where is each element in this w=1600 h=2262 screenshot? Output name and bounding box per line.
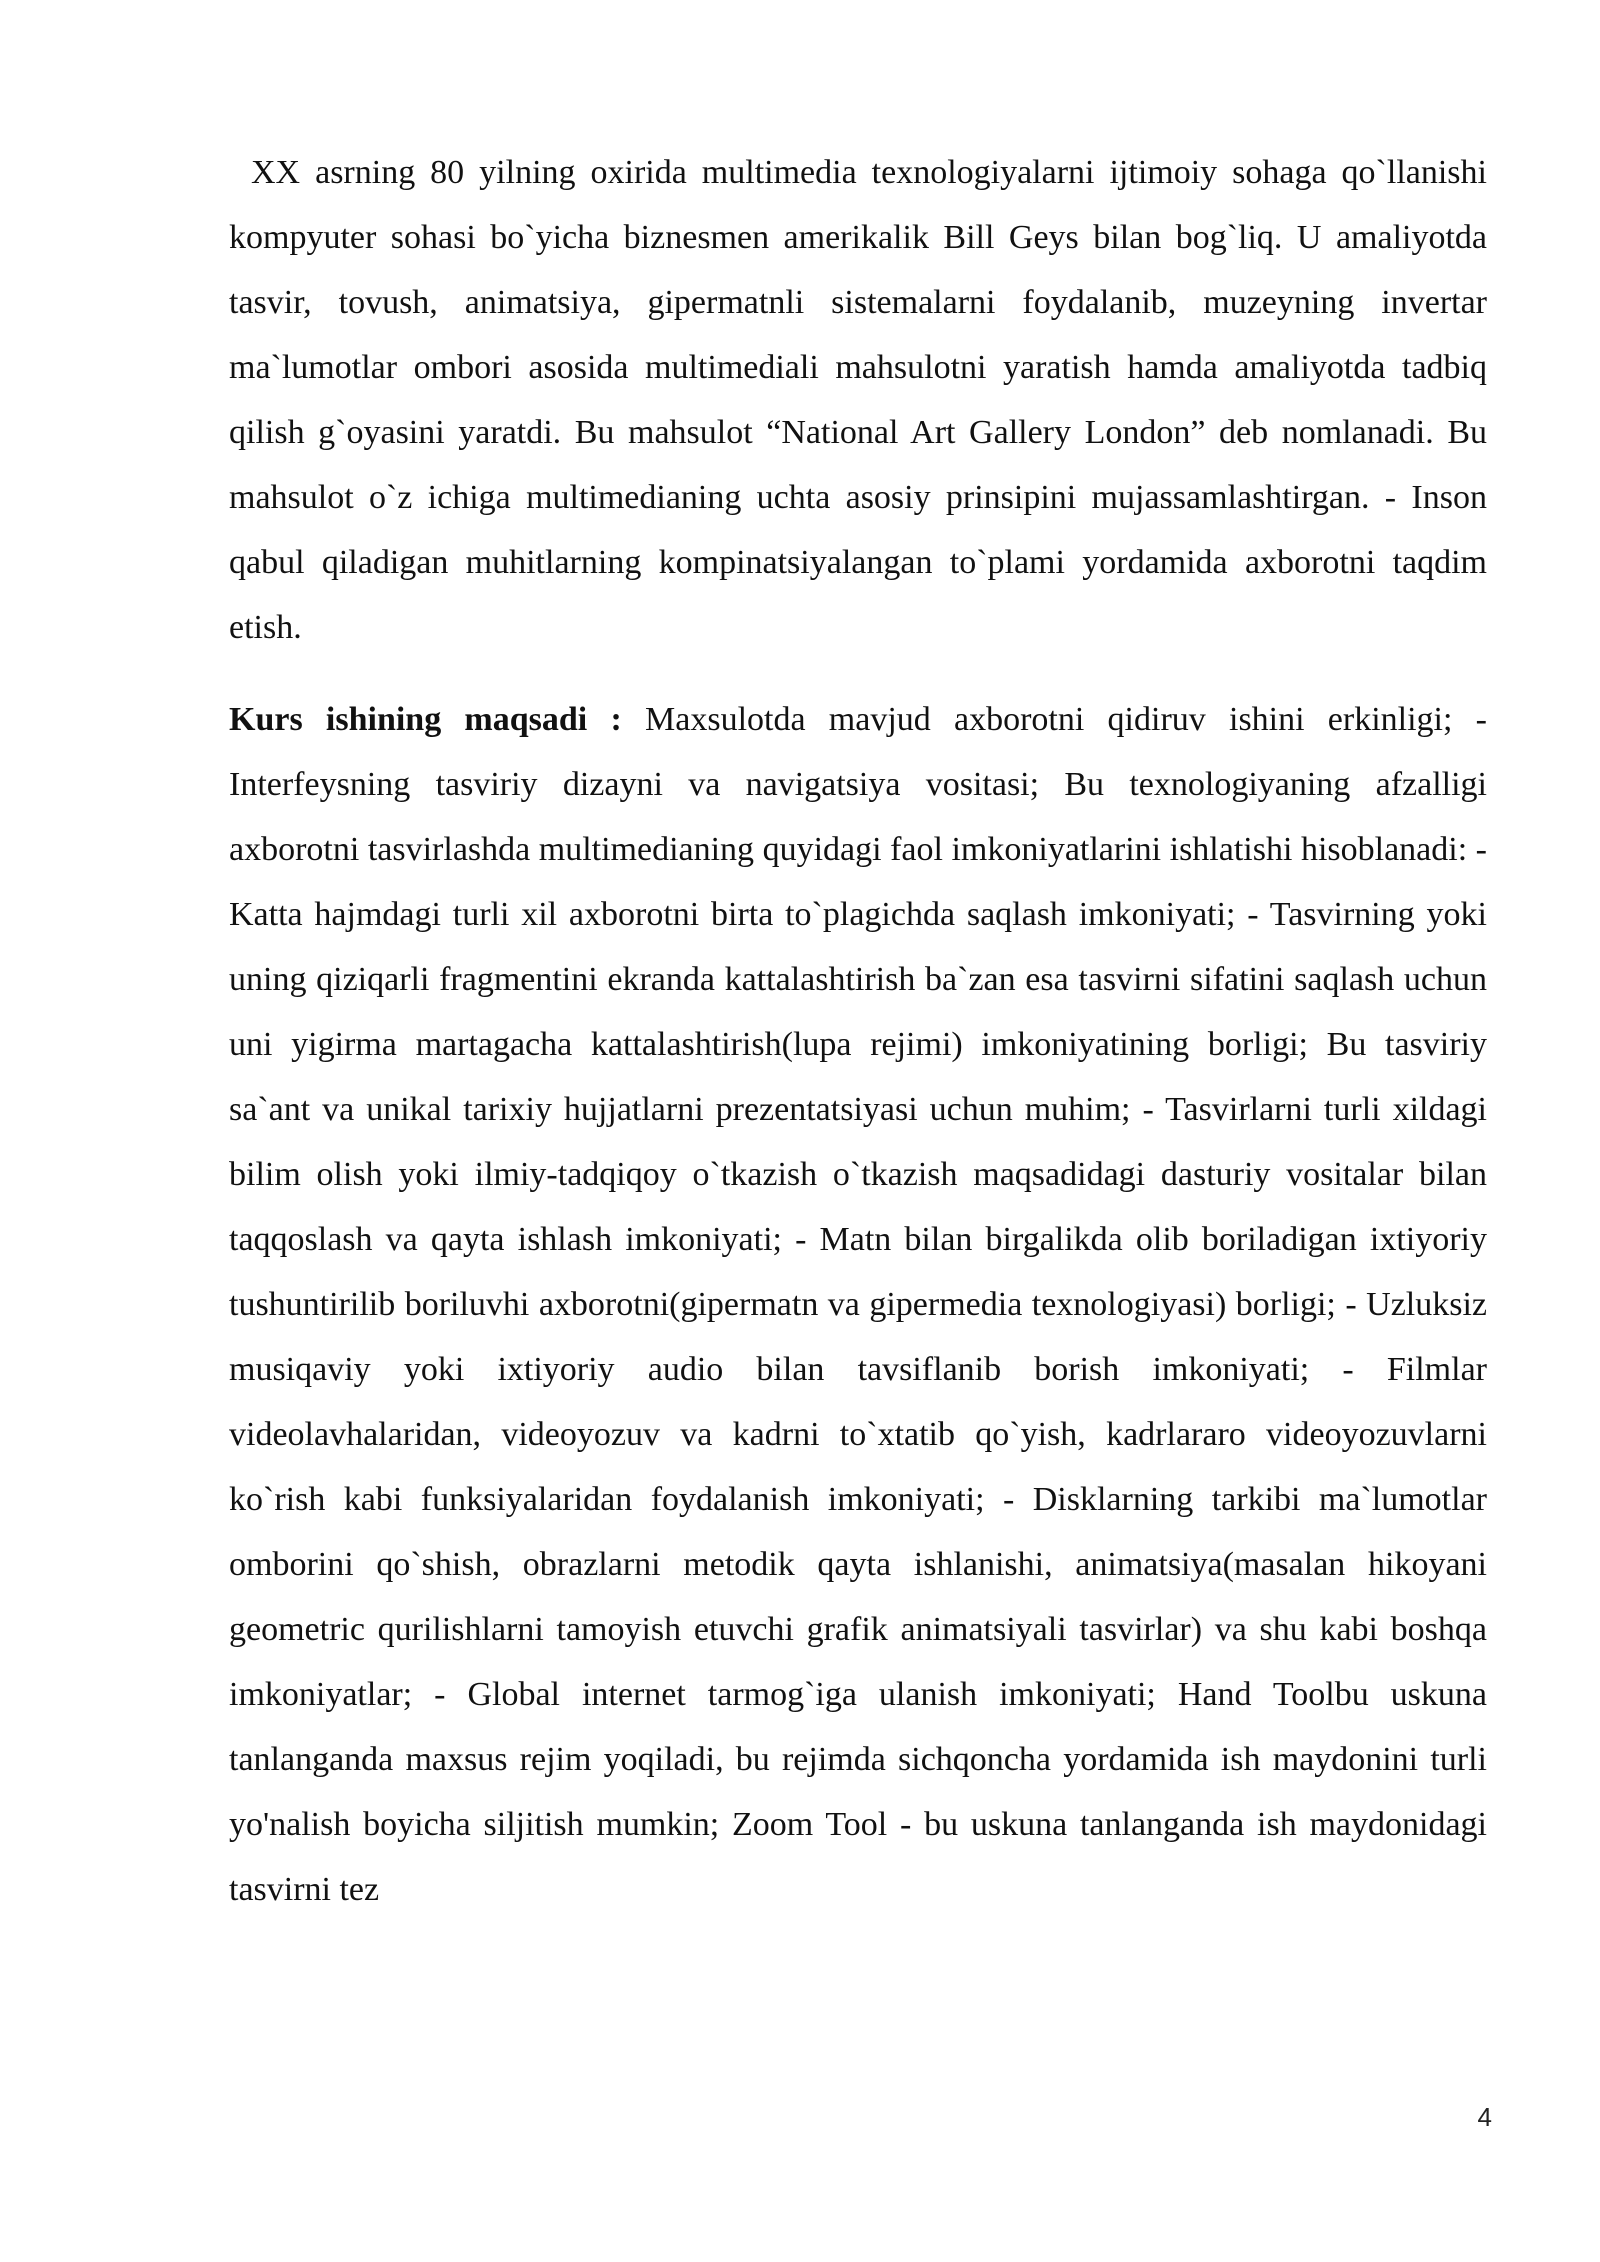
paragraph-intro: XX asrning 80 yilning oxirida multimedia texnologiyalarni ijtimoiy sohaga qo`llanishi kompyuter sohasi bo`yicha biznesmen amerikalik Bill Geys bilan bog`liq. U amaliyotda tasvir, tovush, animatsiya, gipermatnli sistemalarni foydalanib, muzeyning invertar ma`lumotlar ombori asosida multimediali mahsulotni yaratish hamda amaliyotda tadbiq qilish g`oyasini yaratdi. Bu mahsulot “National Art Gallery London” deb nomlanadi. Bu mahsulot o`z ichiga multimedianing uchta asosiy prinsipini mujassamlashtirgan. - Inson qabul qiladigan muhitlarning kompinatsiyalangan to`plami yordamida axborotni taqdim etish. xyxy=(229,154,1487,646)
paragraph-heading-course-goal: Kurs ishining maqsadi : xyxy=(229,701,622,738)
paragraph-course-goal xyxy=(229,687,1487,1922)
paragraph-body-course-goal: Maxsulotda mavjud axborotni qidiruv ishini erkinligi; - Interfeysning tasviriy dizayni va navigatsiya vositasi; Bu texnologiyaning afzalligi axborotni tasvirlashda multimedianing quyidagi faol imkoniyatlarini ishlatishi hisoblanadi: - Katta hajmdagi turli xil axborotni birta to`plagichda saqlash imkoniyati; - Tasvirning yoki uning qiziqarli fragmentini ekranda kattalashtirish ba`zan esa tasvirni sifatini saqlash uchun uni yigirma martagacha kattalashtirish(lupa rejimi) imkoniyatining borligi; Bu tasviriy sa`ant va unikal tarixiy hujjatlarni prezentatsiyasi uchun muhim; - Tasvirlarni turli xildagi bilim olish yoki ilmiy-tadqiqoy o`tkazish o`tkazish maqsadidagi dasturiy vositalar bilan taqqoslash va qayta ishlash imkoniyati; - Matn bilan birgalikda olib boriladigan ixtiyoriy tushuntirilib boriluvhi axborotni(gipermatn va gipermedia texnologiyasi) borligi; - Uzluksiz musiqaviy yoki ixtiyoriy audio bilan tavsiflanib borish imkoniyati; - Filmlar videolavhalaridan, videoyozuv va kadrni to`xtatib qo`yish, kadrlararo videoyozuvlarni ko`rish kabi funksiyalaridan foydalanish imkoniyati; - Disklarning tarkibi ma`lumotlar omborini qo`shish, obrazlarni metodik qayta ishlanishi, animatsiya(masalan hikoyani geometric qurilishlarni tamoyish etuvchi grafik animatsiyali tasvirlar) va shu kabi boshqa imkoniyatlar; - Global internet tarmog`iga ulanish imkoniyati; Hand Toolbu uskuna tanlanganda maxsus rejim yoqiladi, bu rejimda sichqoncha yordamida ish maydonini turli yo'nalish boyicha siljitish mumkin; Zoom Tool - bu uskuna tanlanganda ish maydonidagi tasvirni tez xyxy=(229,701,1487,1908)
page-number: 4 xyxy=(1477,2102,1492,2132)
page-body xyxy=(229,140,1487,1922)
